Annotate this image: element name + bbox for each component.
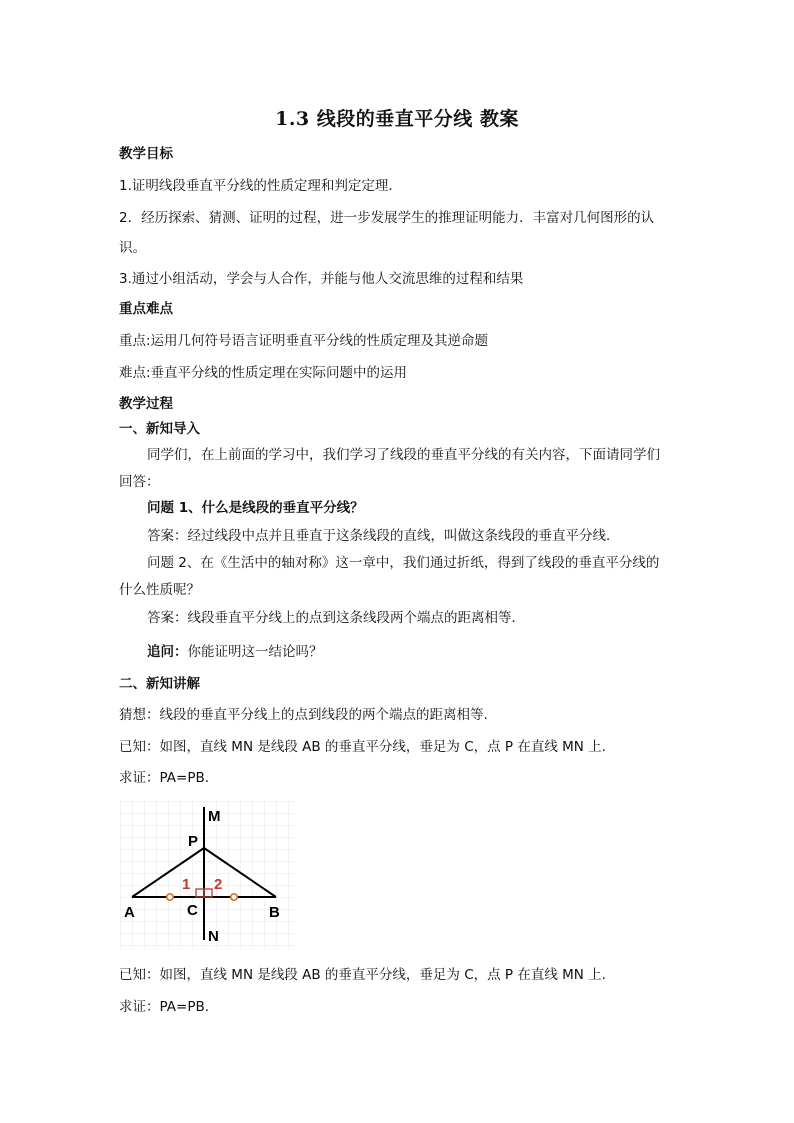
label-p: P (188, 833, 199, 850)
geometry-figure (120, 801, 295, 949)
heading-new-knowledge-intro: 一、新知导入 (119, 421, 200, 437)
goal-item-2-cont: 识。 (119, 240, 146, 256)
label-m: M (208, 808, 221, 825)
perpendicular-bisector-diagram (120, 801, 295, 949)
question-2-cont: 什么性质呢？ (119, 582, 200, 598)
label-angle-1: 1 (182, 876, 191, 893)
answer-2: 答案：线段垂直平分线上的点到这条线段两个端点的距离相等． (147, 610, 525, 626)
follow-up-question (147, 643, 323, 661)
intro-paragraph: 同学们，在上前面的学习中，我们学习了线段的垂直平分线的有关内容，下面请同学们 (147, 447, 660, 463)
label-a: A (124, 904, 135, 921)
midpoint-mark-left (167, 894, 173, 900)
heading-teaching-goals: 教学目标 (119, 146, 173, 162)
answer-1: 答案：经过线段中点并且垂直于这条线段的直线，叫做这条线段的垂直平分线． (147, 528, 620, 544)
label-n: N (208, 928, 219, 945)
label-angle-2: 2 (214, 876, 223, 893)
question-2 (147, 554, 659, 572)
key-point-text: 重点:运用几何符号语言证明垂直平分线的性质定理及其逆命题 (119, 333, 489, 349)
goal-item-3: 3.通过小组活动，学会与人合作，并能与他人交流思维的过程和结果 (119, 271, 524, 287)
label-c: C (187, 902, 198, 919)
heading-key-points: 重点难点 (119, 301, 173, 317)
heading-teaching-process: 教学过程 (119, 396, 173, 412)
intro-paragraph-cont: 回答： (119, 474, 160, 490)
follow-up-text: 你能证明这一结论吗？ (187, 644, 323, 660)
goal-item-2: 2．经历探索、猜测、证明的过程，进一步发展学生的推理证明能力．丰富对几何图形的认 (119, 210, 655, 226)
given-text-2: 已知：如图，直线 MN 是线段 AB 的垂直平分线，垂足为 C，点 P 在直线 MN 上. (119, 967, 606, 983)
question-2-text: 问题 2、在《生活中的轴对称》这一章中，我们通过折纸，得到了线段的垂直平分线的 (147, 555, 660, 571)
given-text: 已知：如图，直线 MN 是线段 AB 的垂直平分线，垂足为 C，点 P 在直线 MN 上. (119, 739, 606, 755)
conjecture-text: 猜想：线段的垂直平分线上的点到线段的两个端点的距离相等. (119, 707, 488, 723)
heading-new-knowledge-explain: 二、新知讲解 (119, 676, 200, 692)
label-b: B (269, 904, 280, 921)
question-1: 问题 1、什么是线段的垂直平分线？ (147, 500, 364, 516)
follow-up-label: 追问： (147, 644, 188, 660)
page-title: 1.3 线段的垂直平分线 教案 (275, 108, 519, 130)
prove-text-2: 求证：PA=PB. (119, 999, 210, 1015)
difficulty-text: 难点:垂直平分线的性质定理在实际问题中的运用 (119, 365, 408, 381)
prove-text: 求证：PA=PB. (119, 770, 210, 786)
midpoint-mark-right (231, 894, 237, 900)
goal-item-1: 1.证明线段垂直平分线的性质定理和判定定理． (119, 178, 402, 194)
